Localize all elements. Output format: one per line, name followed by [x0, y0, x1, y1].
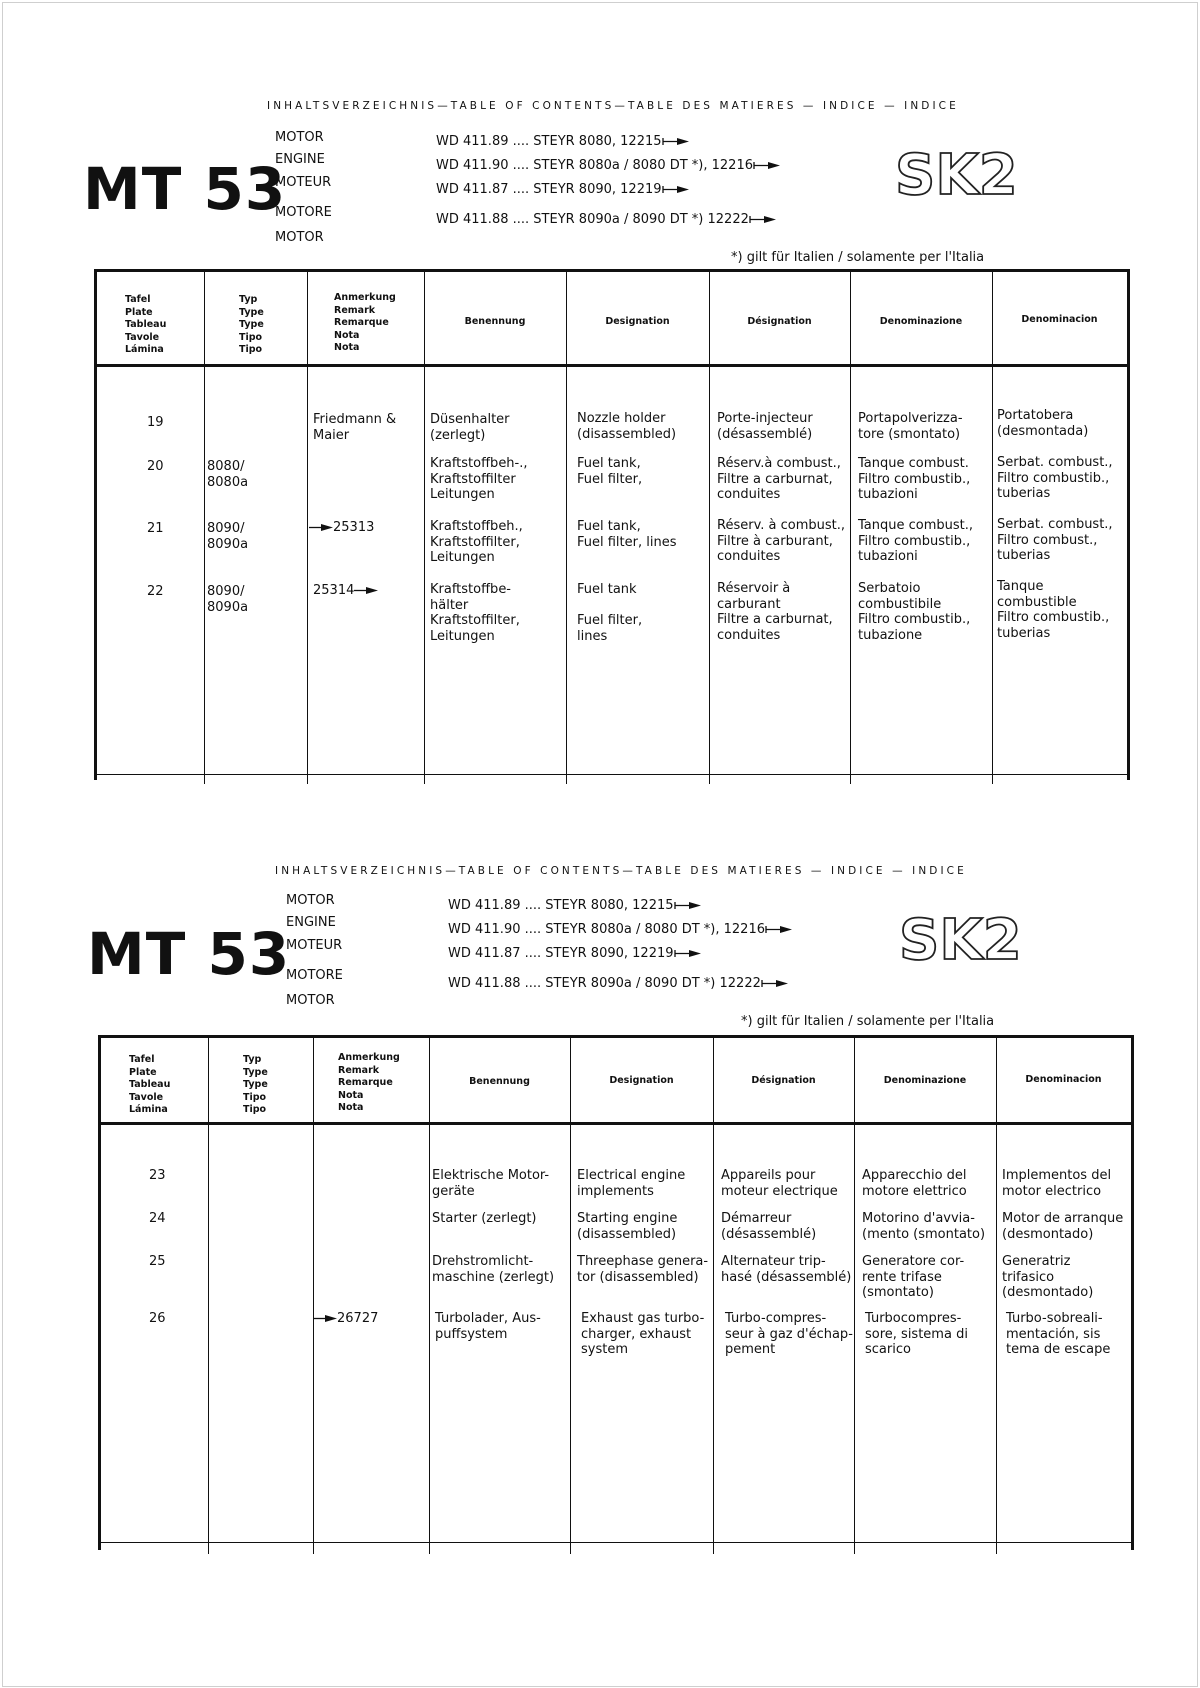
table-row-25-es: Generatriz trifasico (desmontado)	[1002, 1254, 1094, 1300]
table-row-19-plate: 19	[147, 415, 164, 430]
reference-line	[436, 134, 689, 149]
header-designation-en: Designation	[609, 1075, 674, 1086]
reference-line	[436, 158, 780, 173]
remark-number: 25314	[313, 583, 355, 598]
svg-text:SK2: SK2	[895, 143, 1018, 208]
header-anmerkung: Anmerkung Remark Remarque Nota Nota	[338, 1052, 400, 1113]
table-row-22-de: Kraftstoffbe- hälter Kraftstoffilter, Leitungen	[430, 582, 520, 644]
contents-section-1	[0, 0, 1200, 800]
table-row-24-plate: 24	[149, 1211, 166, 1226]
reference-model: STEYR 8080a / 8080 DT *), 12216	[533, 158, 753, 173]
reference-dots: ....	[524, 898, 542, 913]
reference-model: STEYR 8090, 12219	[545, 946, 674, 961]
reference-model: STEYR 8080, 12215	[545, 898, 674, 913]
table-row-25-fr: Alternateur trip- hasé (désassemblé)	[721, 1254, 852, 1285]
reference-dots: ....	[512, 182, 530, 197]
engine-word: MOTEUR	[275, 175, 332, 190]
engine-word: MOTOR	[286, 893, 335, 908]
header-tafel: Tafel Plate Tableau Tavole Lámina	[129, 1054, 171, 1115]
table-row-21-de: Kraftstoffbeh., Kraftstoffilter, Leitungen	[430, 519, 523, 565]
reference-model: STEYR 8080, 12215	[533, 134, 662, 149]
table-row-20-plate: 20	[147, 459, 164, 474]
reference-code: WD 411.89	[448, 898, 521, 913]
reference-line	[436, 182, 689, 197]
arrow-right-icon	[675, 949, 701, 958]
section-title: INHALTSVERZEICHNIS—TABLE OF CONTENTS—TABLE DES MATIERES — INDICE — INDICE	[267, 100, 959, 112]
table-row-19-de: Düsenhalter (zerlegt)	[430, 412, 510, 443]
arrow-right-icon	[663, 137, 689, 146]
sk2-logo	[897, 908, 1022, 973]
reference-line	[436, 212, 776, 227]
table-row-19-remark: Friedmann & Maier	[313, 412, 397, 443]
reference-line	[448, 922, 792, 937]
table-row-21-es: Serbat. combust., Filtro combust., tuberias	[997, 517, 1113, 563]
table-row-21-it: Tanque combust., Filtro combustib., tubazioni	[858, 518, 974, 564]
reference-code: WD 411.87	[448, 946, 521, 961]
arrow-right-icon	[354, 586, 378, 595]
table-row-20-it: Tanque combust. Filtro combustib., tubazioni	[858, 456, 971, 502]
table-row-26-plate: 26	[149, 1311, 166, 1326]
table-row-24-es: Motor de arranque (desmontado)	[1002, 1211, 1124, 1242]
reference-model: STEYR 8090, 12219	[533, 182, 662, 197]
engine-word: MOTORE	[275, 205, 332, 220]
table-row-22-remark	[313, 583, 378, 599]
reference-code: WD 411.88	[448, 976, 521, 991]
table-row-24-de: Starter (zerlegt)	[432, 1211, 537, 1226]
table-row-20-en: Fuel tank, Fuel filter,	[577, 456, 643, 487]
table-row-19-en: Nozzle holder (disassembled)	[577, 411, 677, 442]
reference-dots: ....	[512, 212, 530, 227]
reference-dots: ....	[524, 922, 542, 937]
reference-code: WD 411.89	[436, 134, 509, 149]
header-designation-fr: Désignation	[747, 316, 812, 327]
header-benennung: Benennung	[469, 1076, 530, 1087]
arrow-right-icon	[754, 161, 780, 170]
table-row-22-it: Serbatoio combustibile Filtro combustib., tubazione	[858, 581, 971, 643]
table-row-26-es: Turbo-sobreali- mentación, sis tema de escape	[1006, 1311, 1111, 1357]
contents-table	[94, 269, 1130, 780]
table-row-25-de: Drehstromlicht- maschine (zerlegt)	[432, 1254, 555, 1285]
arrow-right-icon	[750, 215, 776, 224]
arrow-right-icon	[313, 1314, 337, 1323]
table-row-20-fr: Réserv.à combust., Filtre a carburnat, conduites	[717, 456, 841, 502]
table-row-23-de: Elektrische Motor- geräte	[432, 1168, 550, 1199]
contents-section-2	[0, 765, 1200, 1565]
footnote: *) gilt für Italien / solamente per l'Italia	[731, 250, 985, 265]
footnote: *) gilt für Italien / solamente per l'Italia	[741, 1014, 995, 1029]
table-row-21-fr: Réserv. à combust., Filtre à carburant, conduites	[717, 518, 846, 564]
table-row-26-fr: Turbo-compres- seur à gaz d'échap- pement	[725, 1311, 853, 1357]
table-row-22-plate: 22	[147, 584, 164, 599]
reference-dots: ....	[512, 134, 530, 149]
table-row-23-fr: Appareils pour moteur electrique	[721, 1168, 838, 1199]
header-benennung: Benennung	[464, 316, 526, 327]
table-row-21-en: Fuel tank, Fuel filter, lines	[577, 519, 677, 550]
header-denominazione: Denominazione	[879, 316, 963, 327]
reference-code: WD 411.87	[436, 182, 509, 197]
header-designation-fr: Désignation	[751, 1075, 816, 1086]
table-row-26-it: Turbocompres- sore, sistema di scarico	[865, 1311, 968, 1357]
reference-line	[448, 946, 701, 961]
table-row-26-remark	[313, 1311, 378, 1327]
model-title: MT 53	[87, 920, 291, 988]
header-designation-en: Designation	[605, 316, 670, 327]
svg-text:SK2: SK2	[899, 908, 1022, 973]
arrow-right-icon	[766, 925, 792, 934]
table-row-20-de: Kraftstoffbeh-., Kraftstoffilter Leitungen	[430, 456, 528, 502]
arrow-right-icon	[762, 979, 788, 988]
table-row-20-type: 8080/ 8080a	[207, 459, 249, 490]
table-row-22-fr: Réservoir à carburant Filtre a carburnat, conduites	[717, 581, 833, 643]
reference-code: WD 411.90	[448, 922, 521, 937]
engine-word: ENGINE	[286, 915, 336, 930]
table-row-24-en: Starting engine (disassembled)	[577, 1211, 678, 1242]
table-row-24-fr: Démarreur (désassemblé)	[721, 1211, 817, 1242]
table-row-26-en: Exhaust gas turbo- charger, exhaust system	[581, 1311, 705, 1357]
sk2-logo	[893, 143, 1018, 208]
table-row-19-it: Portapolverizza- tore (smontato)	[858, 411, 963, 442]
reference-model: STEYR 8090a / 8090 DT *) 12222	[545, 976, 761, 991]
model-title: MT 53	[83, 155, 287, 223]
reference-dots: ....	[512, 158, 530, 173]
reference-dots: ....	[524, 946, 542, 961]
table-row-20-es: Serbat. combust., Filtro combustib., tuberias	[997, 455, 1113, 501]
header-tafel: Tafel Plate Tableau Tavole Lámina	[125, 294, 167, 355]
table-row-21-plate: 21	[147, 521, 164, 536]
table-row-25-plate: 25	[149, 1254, 166, 1269]
remark-number: 25313	[333, 520, 375, 535]
arrow-right-icon	[309, 523, 333, 532]
table-row-19-es: Portatobera (desmontada)	[997, 408, 1089, 439]
table-row-22-en: Fuel tank Fuel filter, lines	[577, 582, 643, 644]
remark-number: 26727	[337, 1311, 379, 1326]
reference-code: WD 411.90	[436, 158, 509, 173]
table-row-26-de: Turbolader, Aus- puffsystem	[435, 1311, 541, 1342]
reference-line	[448, 898, 701, 913]
engine-word: MOTOR	[275, 230, 324, 245]
header-typ: Typ Type Type Tipo Tipo	[239, 294, 264, 355]
table-row-23-plate: 23	[149, 1168, 166, 1183]
reference-code: WD 411.88	[436, 212, 509, 227]
table-row-24-it: Motorino d'avvia- (mento (smontato)	[862, 1211, 986, 1242]
table-row-25-en: Threephase genera- tor (disassembled)	[577, 1254, 709, 1285]
engine-word: MOTOR	[286, 993, 335, 1008]
arrow-right-icon	[675, 901, 701, 910]
engine-word: ENGINE	[275, 152, 325, 167]
header-denominacion: Denominacion	[1025, 1074, 1102, 1085]
table-row-21-remark	[309, 520, 374, 536]
table-row-22-es: Tanque combustible Filtro combustib., tuberias	[997, 579, 1110, 641]
table-row-21-type: 8090/ 8090a	[207, 521, 249, 552]
header-denominacion: Denominacion	[1021, 314, 1098, 325]
reference-model: STEYR 8080a / 8080 DT *), 12216	[545, 922, 765, 937]
table-row-23-it: Apparecchio del motore elettrico	[862, 1168, 967, 1199]
table-row-23-es: Implementos del motor electrico	[1002, 1168, 1112, 1199]
header-anmerkung: Anmerkung Remark Remarque Nota Nota	[334, 292, 396, 353]
table-row-25-it: Generatore cor- rente trifase (smontato)	[862, 1254, 965, 1300]
table-row-23-en: Electrical engine implements	[577, 1168, 686, 1199]
engine-word: MOTOR	[275, 130, 324, 145]
contents-table	[98, 1035, 1134, 1550]
engine-word: MOTEUR	[286, 938, 343, 953]
reference-dots: ....	[524, 976, 542, 991]
table-row-19-fr: Porte-injecteur (désassemblé)	[717, 411, 813, 442]
table-row-22-type: 8090/ 8090a	[207, 584, 249, 615]
reference-model: STEYR 8090a / 8090 DT *) 12222	[533, 212, 749, 227]
header-divider	[101, 1122, 1131, 1125]
header-denominazione: Denominazione	[883, 1075, 967, 1086]
arrow-right-icon	[663, 185, 689, 194]
section-title: INHALTSVERZEICHNIS—TABLE OF CONTENTS—TABLE DES MATIERES — INDICE — INDICE	[275, 865, 967, 877]
engine-word: MOTORE	[286, 968, 343, 983]
header-typ: Typ Type Type Tipo Tipo	[243, 1054, 268, 1115]
header-divider	[97, 364, 1127, 367]
reference-line	[448, 976, 788, 991]
